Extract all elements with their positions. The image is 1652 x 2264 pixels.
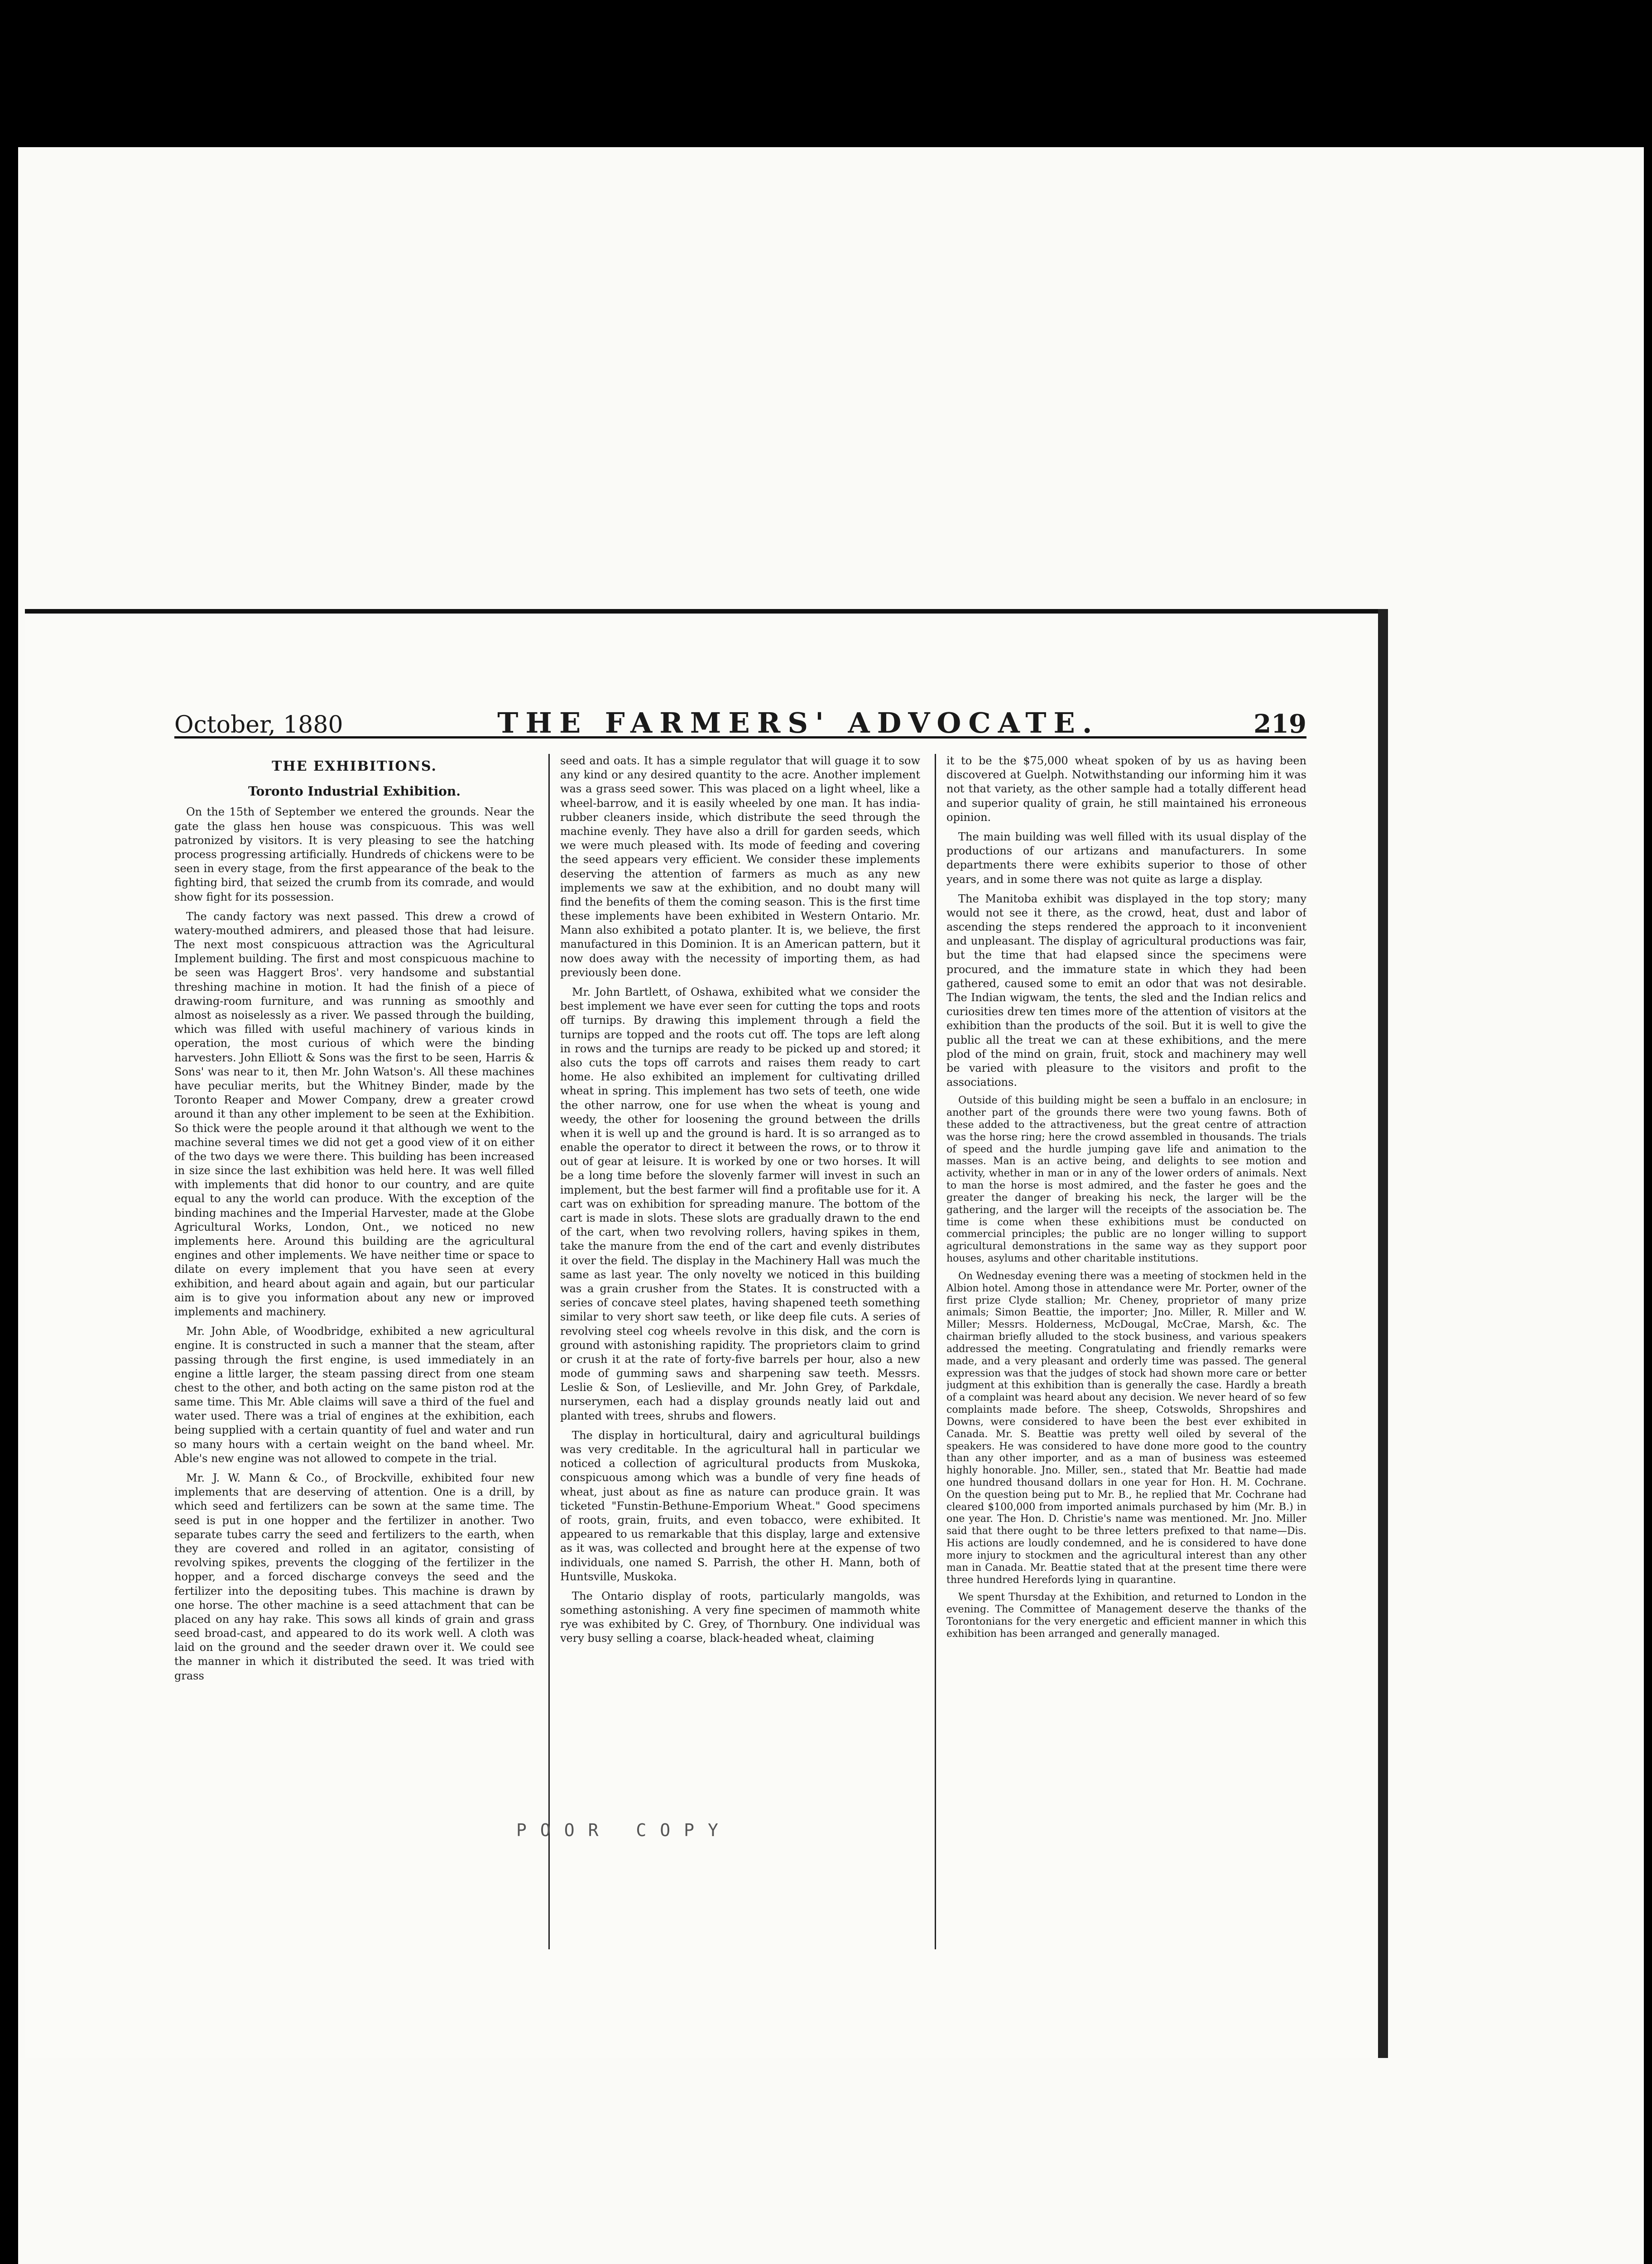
section-title: THE EXHIBITIONS. — [272, 758, 437, 774]
paragraph: it to be the $75,000 wheat spoken of by us as having been discovered at Guelph. Notwithstanding our informing him it was not that variety, as the other sample had a totally different head and superior quality of grain, he still maintained his erroneous opinion. — [946, 754, 1306, 824]
column-2 — [560, 754, 920, 1949]
paragraph: The candy factory was next passed. This drew a crowd of watery-mouthed admirers, and pleased those that had leisure. The next most conspicuous attraction was the Agricultural Implement building. The first and most conspicuous machine to be seen was Haggert Bros'. very handsome and substantial threshing machine in motion. It had the finish of a piece of drawing-room furniture, and was running as smoothly and almost as noiselessly as a river. We passed through the building, which was filled with useful machinery of various kinds in operation, the most curious of which were the binding harvesters. John Elliott & Sons was the first to be seen, Harris & Sons' was near to it, then Mr. John Watson's. All these machines have peculiar merits, but the Whitney Binder, made by the Toronto Reaper and Mower Company, drew a greater crowd around it than any other implement to be seen at the Exhibition. So thick were the people around it that although we went to the machine several times we did not get a good view of it on either of the two days we were there. This building has been increased in size since the last exhibition was held here. It was well filled with implements that did honor to our country, and are quite equal to any the world can produce. With the exception of the binding machines and the Imperial Harvester, made at the Globe Agricultural Works, London, Ont., we noticed no new implements here. Around this building are the agricultural engines and other implements. We have neither time or space to dilate on every implement that you have seen at every exhibition, and heard about again and again, but our particular aim is to give you information about any new or improved implements and machinery. — [174, 910, 534, 1318]
paragraph: The display in horticultural, dairy and agricultural buildings was very creditable. In the agricultural hall in particular we noticed a collection of agricultural products from Muskoka, conspicuous among which was a bundle of very fine heads of wheat, just about as fine as nature can produce grain. It was ticketed "Funstin-Bethune-Emporium Wheat." Good specimens of roots, grain, fruits, and even tobacco, were exhibited. It appeared to us remarkable that this display, large and extensive as it was, was collected and brought here at the expense of two individuals, one named S. Parrish, the other H. Mann, both of Huntsville, Muskoka. — [560, 1429, 920, 1583]
paragraph: Mr. John Able, of Woodbridge, exhibited a new agricultural engine. It is constructed in such a manner that the steam, after passing through the first engine, is used immediately in an engine a little larger, the steam passing direct from one steam chest to the other, and both acting on the same piston rod at the same time. This Mr. Able claims will save a third of the fuel and water used. There was a trial of engines at the exhibition, each being supplied with a certain quantity of fuel and water and run so many hours with a certain weight on the band wheel. Mr. Able's new engine was not allowed to compete in the trial. — [174, 1325, 534, 1465]
article-subtitle: Toronto Industrial Exhibition. — [248, 784, 461, 799]
paragraph: The main building was well filled with its usual display of the productions of our artizans and manufacturers. In some departments there were exhibits superior to those of other years, and in some there was not quite as large a display. — [946, 830, 1306, 886]
paragraph: Mr. J. W. Mann & Co., of Brockville, exhibited four new implements that are deserving of attention. One is a drill, by which seed and fertilizers can be sown at the same time. The seed is put in one hopper and the fertilizer in another. Two separate tubes carry the seed and fertilizers to the earth, when they are covered and rolled in an agitator, consisting of revolving spikes, prevents the clogging of the fertilizer in the hopper, and a forced discharge conveys the seed and the fertilizer into the depositing tubes. This machine is drawn by one horse. The other machine is a seed attachment that can be placed on any hay rake. This sows all kinds of grain and grass seed broad-cast, and appeared to do its work well. A cloth was laid on the ground and the seeder drawn over it. We could see the manner in which it distributed the seed. It was tried with grass — [174, 1472, 534, 1682]
column-divider — [548, 754, 550, 1949]
paragraph: Outside of this building might be seen a buffalo in an enclosure; in another part of the grounds there were two young fawns. Both of these added to the attractiveness, but the great centre of attraction was the horse ring; here the crowd assembled in thousands. The trials of speed and the hurdle jumping gave life and animation to the masses. Man is an active being, and delights to see motion and activity, whether in man or in any of the lower orders of animals. Next to man the horse is most admired, and the faster he goes and the greater the danger of breaking his neck, the larger will be the gathering, and the larger will the receipts of the association be. The time is come when these exhibitions must be conducted on commercial principles; the public are no longer willing to support agricultural demonstrations in the same way as they support poor houses, asylums and other charitable institutions. — [946, 1095, 1306, 1265]
paragraph: On the 15th of September we entered the grounds. Near the gate the glass hen house was conspicuous. This was well patronized by visitors. It is very pleasing to see the hatching process progressing artificially. Hundreds of chickens were to be seen in every stage, from the first appearance of the beak to the fighting bird, that seized the crumb from its comrade, and would show fight for its possession. — [174, 806, 534, 903]
masthead: THE FARMERS' ADVOCATE. — [497, 706, 1100, 739]
article-columns — [174, 754, 1306, 1949]
newspaper-page — [25, 609, 1383, 2058]
page-header — [174, 706, 1306, 739]
paragraph: seed and oats. It has a simple regulator that will guage it to sow any kind or any desired quantity to the acre. Another implement was a grass seed sower. This was placed on a light wheel, like a wheel-barrow, and it is easily wheeled by one man. It has india-rubber cleaners inside, which distribute the seed through the machine evenly. They have also a drill for garden seeds, which we were much pleased with. Its mode of feeding and covering the seed appears very efficient. We consider these implements deserving the attention of farmers as much as any new implements we saw at the exhibition, and no doubt many will find the benefits of them the coming season. This is the first time these implements have been exhibited in Western Ontario. Mr. Mann also exhibited a potato planter. It is, we believe, the first manufactured in this Dominion. It is an American pattern, but it now does away with the necessity of importing them, as had previously been done. — [560, 754, 920, 979]
paragraph: On Wednesday evening there was a meeting of stockmen held in the Albion hotel. Among those in attendance were Mr. Porter, owner of the first prize Clyde stallion; Mr. Cheney, proprietor of many prize animals; Simon Beattie, the importer; Jno. Miller, R. Miller and W. Miller; Messrs. Holderness, McDougal, McCrae, Marsh, &c. The chairman briefly alluded to the stock business, and various speakers addressed the meeting. Congratulating and friendly remarks were made, and a very pleasant and orderly time was passed. The general expression was that the judges of stock had shown more care or better judgment at this exhibition than is generally the case. Hardly a breath of a complaint was heard about any decision. We never heard of so few complaints made before. The sheep, Cotswolds, Shropshires and Downs, were considered to have been the best ever exhibited in Canada. Mr. S. Beattie was pretty well oiled by several of the speakers. He was considered to have done more good to the country than any other importer, and as a man of business was esteemed highly honorable. Jno. Miller, sen., stated that Mr. Beattie had made one hundred thousand dollars in one year for Hon. H. M. Cochrane. On the question being put to Mr. B., he replied that Mr. Cochrane had cleared $100,000 from imported animals purchased by him (Mr. B.) in one year. The Hon. D. Christie's name was mentioned. Mr. Jno. Miller said that there ought to be three letters prefixed to that name—Dis. His actions are loudly condemned, and he is considered to have done more injury to stockmen and the agricultural interest than any other man in Canada. Mr. Beattie stated that at the present time there were three hundred Herefords lying in quarantine. — [946, 1270, 1306, 1586]
column-3 — [946, 754, 1306, 1949]
page-number: 219 — [1253, 709, 1306, 739]
column-divider — [935, 754, 936, 1949]
paragraph: The Ontario display of roots, particularly mangolds, was something astonishing. A very fine specimen of mammoth white rye was exhibited by C. Grey, of Thornbury. One individual was very busy selling a coarse, black-headed wheat, claiming — [560, 1589, 920, 1645]
column-1 — [174, 754, 534, 1949]
issue-date: October, 1880 — [174, 711, 343, 739]
poor-copy-stamp: POOR COPY — [516, 1820, 732, 1840]
paragraph: Mr. John Bartlett, of Oshawa, exhibited what we consider the best implement we have ever seen for cutting the tops and roots off turnips. By drawing this implement through a field the turnips are topped and the roots cut off. The tops are left along in rows and the turnips are ready to be picked up and stored; it also cuts the tops off carrots and raises them ready to cart home. He also exhibited an implement for cultivating drilled wheat in spring. This implement has two sets of teeth, one wide the other narrow, one for use when the wheat is young and weedy, the other for loosening the ground between the drills when it is well up and the ground is hard. It is so arranged as to enable the operator to direct it between the rows, or to throw it out of gear at leisure. It is worked by one or two horses. It will be a long time before the slovenly farmer will invest in such an implement, but the best farmer will find a profitable use for it. A cart was on exhibition for spreading manure. The bottom of the cart is made in slots. These slots are gradually drawn to the end of the cart, when two revolving rollers, having spikes in them, take the manure from the end of the cart and evenly distributes it over the field. The display in the Machinery Hall was much the same as last year. The only novelty we noticed in this building was a grain crusher from the States. It is constructed with a series of concave steel plates, having shapened teeth something similar to very short saw teeth, or like deep file cuts. A series of revolving steel cog wheels revolve in this disk, and the corn is ground with astonishing rapidity. The proprietors claim to grind or crush it at the rate of forty-five barrels per hour, also a new mode of gumming saws and sharpening saw teeth. Messrs. Leslie & Son, of Leslieville, and Mr. John Grey, of Parkdale, nurserymen, each had a display grounds neatly laid out and planted with trees, shrubs and flowers. — [560, 986, 920, 1422]
paragraph: We spent Thursday at the Exhibition, and returned to London in the evening. The Committee of Management deserve the thanks of the Torontonians for the very energetic and efficient manner in which this exhibition has been arranged and generally managed. — [946, 1592, 1306, 1640]
paragraph: The Manitoba exhibit was displayed in the top story; many would not see it there, as the crowd, heat, dust and labor of ascending the steps rendered the approach to it inconvenient and unpleasant. The display of agricultural productions was fair, but the time that had elapsed since the specimens were procured, and the immature state in which they had been gathered, caused some to emit an odor that was not desirable. The Indian wigwam, the tents, the sled and the Indian relics and curiosities drew ten times more of the attention of visitors at the exhibition than the products of the soil. But it is well to give the public all the treat we can at these exhibitions, and the mere plod of the mind on grain, fruit, stock and machinery may well be varied with pleasure to the visitors and profit to the associations. — [946, 892, 1306, 1089]
